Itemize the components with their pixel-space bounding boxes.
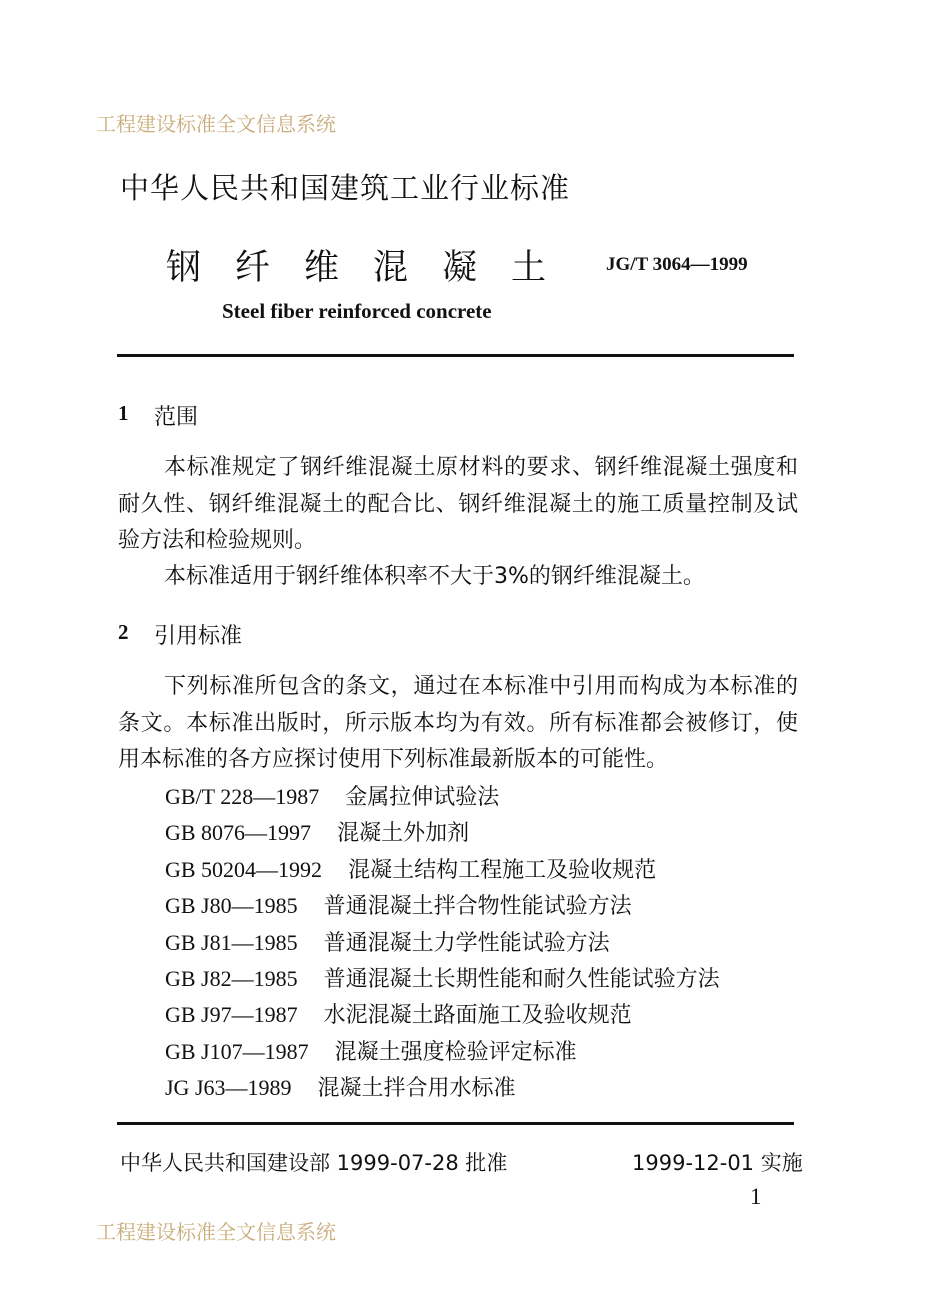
- reference-title: 混凝土拌合用水标准: [317, 1076, 516, 1102]
- reference-code: GB J82—1985: [165, 965, 298, 991]
- reference-code: GB 8076—1997: [165, 820, 312, 846]
- section-2-number: 2: [118, 620, 129, 644]
- reference-item: [165, 1070, 720, 1106]
- issuing-organization-heading: 中华人民共和国建筑工业行业标准: [120, 171, 571, 205]
- reference-item: [165, 961, 720, 997]
- reference-code: GB/T 228—1987: [165, 784, 320, 809]
- footer-divider: [117, 1122, 794, 1125]
- reference-code: JG J63—1989: [165, 1075, 292, 1101]
- section-2-title: 引用标准: [154, 624, 243, 649]
- standard-code: JG/T 3064—1999: [606, 254, 748, 275]
- reference-title: 混凝土结构工程施工及验收规范: [348, 857, 657, 883]
- reference-item: [165, 852, 720, 888]
- section-1-paragraph-2: 本标准适用于钢纤维体积率不大于3%的钢纤维混凝土。: [164, 564, 705, 589]
- watermark-bottom: 工程建设标准全文信息系统: [96, 1220, 336, 1244]
- document-title-english: Steel fiber reinforced concrete: [222, 299, 492, 323]
- reference-list: [165, 779, 720, 1107]
- document-title: 钢纤维混凝土: [166, 248, 581, 288]
- effective-date: 1999-12-01 实施: [632, 1151, 803, 1175]
- reference-code: GB 50204—1992: [165, 856, 323, 882]
- reference-title: 水泥混凝土路面施工及验收规范: [323, 1003, 632, 1029]
- reference-title: 金属拉伸试验法: [345, 785, 500, 810]
- reference-title: 普通混凝土力学性能试验方法: [323, 930, 610, 956]
- reference-code: GB J80—1985: [165, 893, 298, 919]
- reference-title: 混凝土强度检验评定标准: [334, 1039, 577, 1065]
- reference-item: [165, 779, 720, 815]
- reference-title: 混凝土外加剂: [337, 821, 470, 847]
- reference-item: [165, 925, 720, 961]
- page-number: 1: [750, 1184, 762, 1209]
- watermark-top: 工程建设标准全文信息系统: [96, 112, 336, 136]
- reference-code: GB J107—1987: [165, 1038, 309, 1064]
- reference-item: [165, 997, 720, 1033]
- reference-code: GB J97—1987: [165, 1002, 298, 1028]
- reference-item: [165, 1034, 720, 1070]
- reference-title: 普通混凝土拌合物性能试验方法: [323, 894, 632, 920]
- reference-title: 普通混凝土长期性能和耐久性能试验方法: [323, 966, 720, 992]
- section-2-paragraph-1: 下列标准所包含的条文，通过在本标准中引用而构成为本标准的条文。本标准出版时，所示版本均为有效。所有标准都会被修订，使用本标准的各方应探讨使用下列标准最新版本的可能性。: [118, 674, 798, 772]
- section-1-title: 范围: [154, 405, 199, 430]
- section-1-paragraph-1: 本标准规定了钢纤维混凝土原材料的要求、钢纤维混凝土强度和耐久性、钢纤维混凝土的配合比、钢纤维混凝土的施工质量控制及试验方法和检验规则。: [118, 455, 798, 553]
- reference-item: [165, 815, 720, 851]
- reference-item: [165, 888, 720, 924]
- section-1-number: 1: [118, 401, 129, 425]
- reference-code: GB J81—1985: [165, 929, 298, 955]
- approval-date: 中华人民共和国建设部 1999-07-28 批准: [120, 1151, 508, 1175]
- header-divider: [117, 354, 794, 357]
